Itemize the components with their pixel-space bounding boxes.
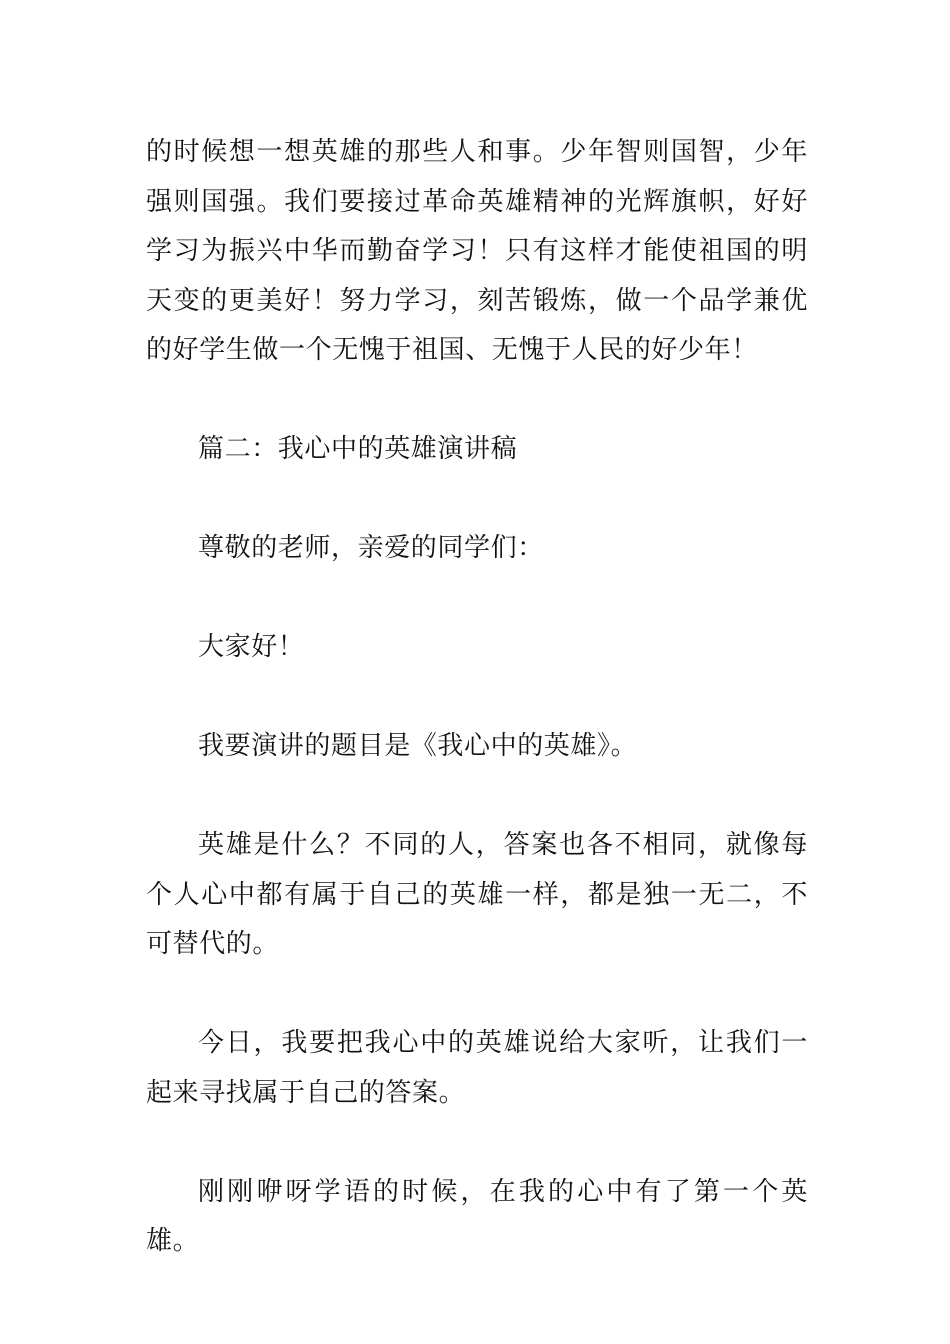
paragraph-gap [146, 574, 808, 624]
paragraph-gap [146, 673, 808, 723]
paragraph-first-hero: 刚刚咿呀学语的时候，在我的心中有了第一个英雄。 [146, 1176, 808, 1256]
paragraph-gap [146, 772, 808, 822]
paragraph-today: 今日，我要把我心中的英雄说给大家听，让我们一起来寻找属于自己的答案。 [146, 1028, 808, 1108]
paragraph-gap [146, 970, 808, 1020]
speech-topic: 我要演讲的题目是《我心中的英雄》。 [198, 731, 638, 761]
paragraph-gap [146, 376, 808, 426]
document-body [146, 128, 808, 1267]
greeting: 大家好！ [198, 632, 305, 662]
paragraph-what-is-hero: 英雄是什么？不同的人，答案也各不相同，就像每个人心中都有属于自己的英雄一样，都是独一无二，不可替代的。 [146, 830, 808, 959]
paragraph-gap [146, 475, 808, 525]
paragraph-continuation: 的时候想一想英雄的那些人和事。少年智则国智，少年强则国强。我们要接过革命英雄精神的光辉旗帜，好好学习为振兴中华而勤奋学习！只有这样才能使祖国的明天变的更美好！努力学习，刻苦锻炼，做一个品学兼优的好学生做一个无愧于祖国、无愧于人民的好少年！ [146, 137, 808, 365]
section-heading: 篇二：我心中的英雄演讲稿 [198, 434, 518, 464]
salutation: 尊敬的老师，亲爱的同学们： [198, 533, 544, 563]
paragraph-gap [146, 1118, 808, 1168]
